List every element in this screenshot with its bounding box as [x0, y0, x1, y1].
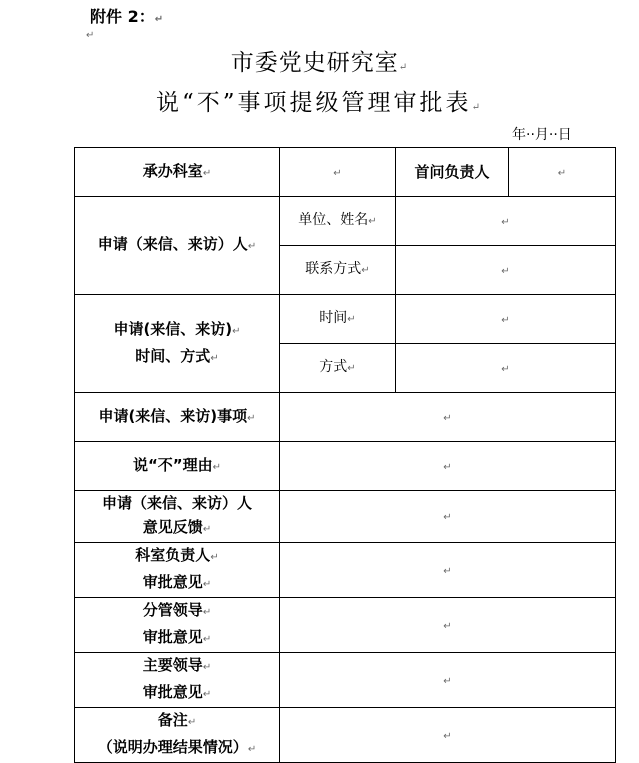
- label-feedback: 申请（来信、来访）人 意见反馈↵: [75, 491, 280, 543]
- field-unit-name[interactable]: ↵: [396, 197, 616, 246]
- label-unit-name: 单位、姓名↵: [280, 197, 396, 246]
- document-title-line2: 说“不”事项提级管理审批表↵: [156, 90, 483, 116]
- field-time[interactable]: ↵: [396, 295, 616, 344]
- label-deputy-leader-approval: 分管领导↵ 审批意见↵: [75, 598, 280, 653]
- field-main-leader-approval[interactable]: ↵: [280, 653, 616, 708]
- label-main-leader-approval: 主要领导↵ 审批意见↵: [75, 653, 280, 708]
- document-title-line1: 市委党史研究室↵: [230, 50, 409, 76]
- field-office-head-approval[interactable]: ↵: [280, 543, 616, 598]
- attachment-label: 附件 2：↵: [90, 7, 164, 26]
- field-method[interactable]: ↵: [396, 344, 616, 393]
- label-apply-time-method: 申请(来信、来访)↵ 时间、方式↵: [75, 295, 280, 393]
- field-remarks[interactable]: ↵: [280, 708, 616, 763]
- field-undertaking-office[interactable]: ↵: [280, 148, 396, 197]
- label-remarks: 备注↵ （说明办理结果情况）↵: [75, 708, 280, 763]
- date-label: 年··月··日: [512, 127, 572, 143]
- label-time: 时间↵: [280, 295, 396, 344]
- field-feedback[interactable]: ↵: [280, 491, 616, 543]
- label-applicant: 申请（来信、来访）人↵: [75, 197, 280, 295]
- label-first-responsible: 首问负责人: [396, 148, 509, 197]
- label-contact: 联系方式↵: [280, 246, 396, 295]
- field-contact[interactable]: ↵: [396, 246, 616, 295]
- label-undertaking-office: 承办科室↵: [75, 148, 280, 197]
- field-reason-no[interactable]: ↵: [280, 442, 616, 491]
- label-apply-matter: 申请(来信、来访)事项↵: [75, 393, 280, 442]
- field-first-responsible[interactable]: ↵: [509, 148, 616, 197]
- field-deputy-leader-approval[interactable]: ↵: [280, 598, 616, 653]
- approval-form-table: [74, 147, 616, 763]
- field-apply-matter[interactable]: ↵: [280, 393, 616, 442]
- label-method: 方式↵: [280, 344, 396, 393]
- label-office-head-approval: 科室负责人↵ 审批意见↵: [75, 543, 280, 598]
- paragraph-mark: ↵: [154, 14, 164, 25]
- paragraph-mark: ↵: [86, 30, 95, 41]
- label-reason-no: 说“不”理由↵: [75, 442, 280, 491]
